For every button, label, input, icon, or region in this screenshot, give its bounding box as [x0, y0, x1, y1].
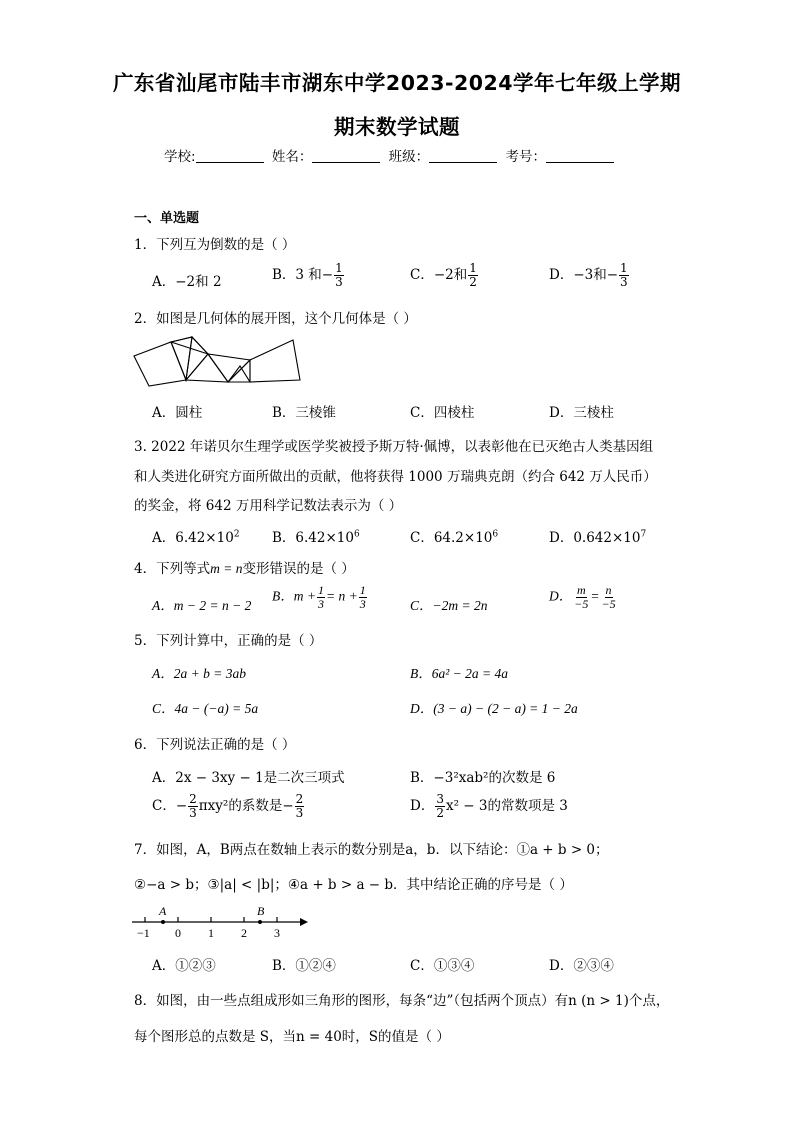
- point-b: [258, 920, 262, 924]
- q5-option-b[interactable]: B．6a² − 2a = 4a: [410, 666, 509, 681]
- name-label: 姓名：: [271, 149, 313, 165]
- q4-stem: 4．下列等式m = n变形错误的是（ ）: [134, 561, 355, 577]
- q4-option-a[interactable]: A．m − 2 = n − 2: [152, 598, 252, 613]
- q3-option-b[interactable]: B．$6.42\times 10^6$: [272, 529, 360, 546]
- tick-label: 0: [175, 926, 181, 940]
- number-label: 考号：: [505, 149, 546, 165]
- q6-option-d[interactable]: D． $\frac{3}{2}$ x² − 3的常数项是 3: [410, 792, 568, 820]
- q3-line1: 3. 2022 年诺贝尔生理学或医学奖被授予斯万特·佩博，以表彰他在已灭绝古人类基因组: [134, 439, 654, 455]
- q5-option-a[interactable]: A．2a + b = 3ab: [152, 666, 246, 681]
- label-a: A: [159, 904, 167, 918]
- q2-stem: 2．如图是几何体的展开图，这个几何体是（ ）: [134, 311, 417, 327]
- q4-option-d[interactable]: D． $\frac{m}{-5}$ = $\frac{n}{-5}$: [549, 583, 616, 611]
- q8-line1: 8．如图，由一些点组成形如三角形的图形，每条“边”（包括两个顶点）有n (n > 1)个点，: [134, 993, 670, 1009]
- q7-option-c[interactable]: C．①③④: [410, 958, 475, 974]
- q3-line3: 的奖金，将 642 万用科学记数法表示为（ ）: [134, 498, 403, 514]
- point-a: [161, 920, 165, 924]
- q1-option-a[interactable]: A．−2和 2: [152, 274, 222, 290]
- tick-label: −1: [137, 926, 150, 940]
- q7-line1: 7．如图，A，B两点在数轴上表示的数分别是a，b．以下结论：①a + b > 0；: [134, 842, 609, 858]
- q5-option-d[interactable]: D．(3 − a) − (2 − a) = 1 − 2a: [410, 701, 578, 716]
- label-b: B: [257, 904, 265, 918]
- q6-option-b[interactable]: B．−3²xab²的次数是 6: [410, 770, 556, 786]
- class-blank[interactable]: [429, 150, 497, 163]
- q3-option-a[interactable]: A．$6.42\times 10^2$: [152, 529, 240, 546]
- number-blank[interactable]: [546, 150, 614, 163]
- q6-option-a[interactable]: A．2x − 3xy − 1是二次三项式: [152, 770, 345, 786]
- class-label: 班级：: [388, 149, 430, 165]
- q7-option-b[interactable]: B．①②④: [272, 958, 336, 974]
- q3-line2: 和人类进化研究方面所做出的贡献，他将获得 1000 万瑞典克朗（约合 642 万人民币）: [134, 469, 657, 485]
- net-diagram: [130, 334, 305, 390]
- q4-option-c[interactable]: C．−2m = 2n: [410, 598, 488, 613]
- q1-stem: 1．下列互为倒数的是（ ）: [134, 237, 296, 253]
- q7-option-d[interactable]: D．②③④: [549, 958, 614, 974]
- q2-option-b[interactable]: B．三棱锥: [272, 405, 336, 421]
- q6-stem: 6．下列说法正确的是（ ）: [134, 737, 296, 753]
- tick-label: 3: [274, 926, 280, 940]
- q7-line2: ②−a > b；③|a| < |b|；④a + b > a − b．其中结论正确的序号是（ ）: [134, 877, 573, 893]
- tick-label: 2: [241, 926, 247, 940]
- q4-option-b[interactable]: B．m + $\frac{1}{3}$ = n + $\frac{1}{3}$: [272, 583, 366, 611]
- q1-option-c[interactable]: C．−2和 $\frac{1}{2}$: [410, 261, 477, 289]
- school-label: 学校:: [164, 149, 196, 165]
- number-line: [130, 902, 310, 942]
- page-title-line2: 期末数学试题: [334, 115, 460, 139]
- q3-option-c[interactable]: C．$64.2\times 10^6$: [410, 529, 499, 546]
- name-blank[interactable]: [312, 150, 380, 163]
- section-heading: 一、单选题: [134, 211, 200, 226]
- q3-option-d[interactable]: D．$0.642\times 10^7$: [549, 529, 647, 546]
- q2-option-c[interactable]: C．四棱柱: [410, 405, 475, 421]
- q6-option-c[interactable]: C．− $\frac{2}{3}$ πxy²的系数是− $\frac{2}{3}$: [152, 792, 304, 820]
- page-title-line1: 广东省汕尾市陆丰市湖东中学2023-2024学年七年级上学期: [112, 71, 682, 95]
- q1-option-b[interactable]: B．3 和− $\frac{1}{3}$: [272, 261, 343, 289]
- fraction: $\frac{1}{3}$: [335, 261, 343, 289]
- q1-option-d[interactable]: D．−3和− $\frac{1}{3}$: [549, 261, 628, 289]
- q7-option-a[interactable]: A．①②③: [152, 958, 216, 974]
- q2-option-a[interactable]: A．圆柱: [152, 405, 203, 421]
- q5-option-c[interactable]: C．4a − (−a) = 5a: [152, 701, 259, 716]
- fraction: $\frac{1}{3}$: [620, 261, 628, 289]
- student-info-row: [164, 145, 618, 165]
- school-blank[interactable]: [196, 150, 264, 163]
- tick-label: 1: [208, 926, 214, 940]
- fraction: $\frac{1}{2}$: [469, 261, 477, 289]
- q5-stem: 5．下列计算中，正确的是（ ）: [134, 633, 323, 649]
- q8-line2: 每个图形总的点数是 S，当n = 40时，S的值是（ ）: [134, 1029, 450, 1045]
- q2-option-d[interactable]: D．三棱柱: [549, 405, 614, 421]
